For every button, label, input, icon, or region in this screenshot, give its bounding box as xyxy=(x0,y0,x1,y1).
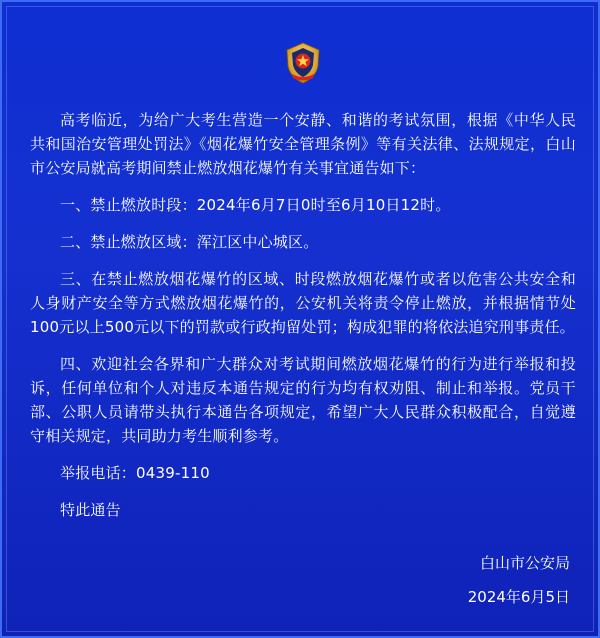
intro-paragraph: 高考临近，为给广大考生营造一个安静、和谐的考试氛围，根据《中华人民共和国治安管理处罚法》《烟花爆竹安全管理条例》等有关法律、法规规定，白山市公安局就高考期间禁止燃放烟花爆竹有关事宜通告如下： xyxy=(30,111,576,177)
closing-line: 特此通告 xyxy=(60,501,121,519)
issuer-name: 白山市公安局 xyxy=(479,554,570,572)
clause-time: 一、禁止燃放时段：2024年6月7日0时至6月10日12时。 xyxy=(60,196,451,214)
report-phone: 举报电话：0439-110 xyxy=(60,464,210,482)
issue-date: 2024年6月5日 xyxy=(467,588,570,606)
police-emblem-icon xyxy=(283,42,323,84)
clause-report: 四、欢迎社会各界和广大群众对考试期间燃放烟花爆竹的行为进行举报和投诉，任何单位和个人对违反本通告规定的行为均有权劝阻、制止和举报。党员干部、公职人员请带头执行本通告各项规定，希望广大人民群众积极配合，自觉遵守相关规定，共同助力考生顺利参考。 xyxy=(30,355,576,445)
clause-penalty: 三、在禁止燃放烟花爆竹的区域、时段燃放烟花爆竹或者以危害公共安全和人身财产安全等方式燃放烟花爆竹的，公安机关将责令停止燃放，并根据情节处100元以上500元以下的罚款或行政拘留处罚；构成犯罪的将依法追究刑事责任。 xyxy=(30,270,576,336)
clause-area: 二、禁止燃放区域：浑江区中心城区。 xyxy=(60,233,319,251)
notice-body xyxy=(30,108,576,522)
